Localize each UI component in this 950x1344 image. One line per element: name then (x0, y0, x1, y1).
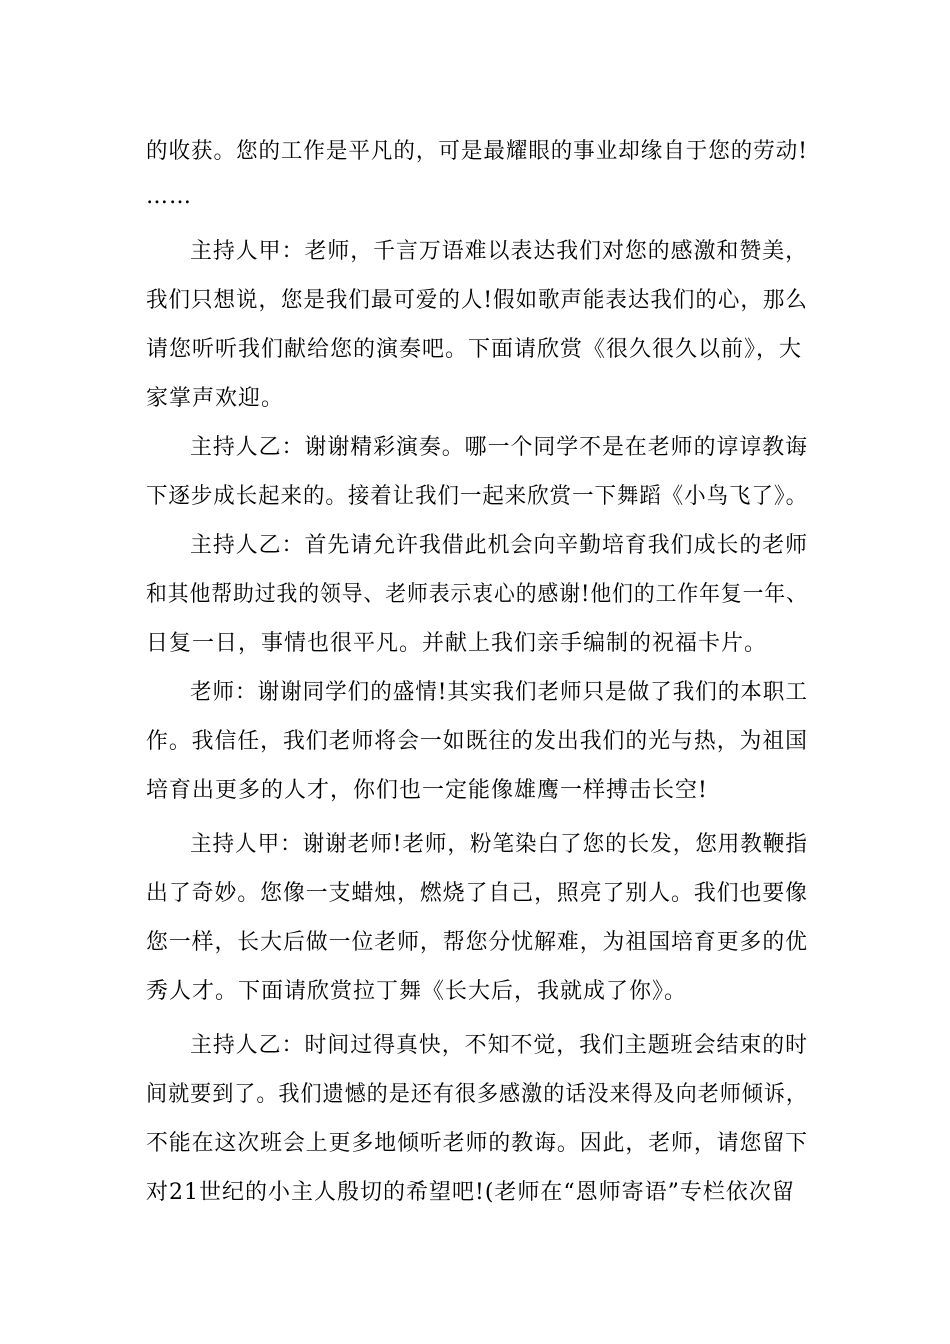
paragraph-start-line: 主持人甲：老师，千言万语难以表达我们对您的感激和赞美， (190, 239, 809, 264)
text-line: 日复一日，事情也很平凡。并献上我们亲手编制的祝福卡片。 (146, 631, 768, 656)
paragraph-start-line: 主持人甲：谢谢老师!老师，粉笔染白了您的长发，您用教鞭指 (190, 832, 808, 857)
ellipsis-line: …… (146, 184, 192, 209)
text-line: 秀人才。下面请欣赏拉丁舞《长大后，我就成了你》。 (146, 979, 688, 1004)
text-line: 作。我信任，我们老师将会一如既往的发出我们的光与热，为祖国 (146, 729, 809, 754)
paragraph-start-line: 主持人乙：时间过得真快，不知不觉，我们主题班会结束的时 (190, 1033, 809, 1058)
text-line: 请您听听我们献给您的演奏吧。下面请欣赏《很久很久以前》，大 (146, 337, 803, 362)
text-line: 下逐步成长起来的。接着让我们一起来欣赏一下舞蹈《小鸟飞了》。 (146, 484, 809, 509)
text-line: 出了奇妙。您像一支蜡烛，燃烧了自己，照亮了别人。我们也要像 (146, 881, 809, 906)
text-line: 您一样，长大后做一位老师，帮您分忧解难，为祖国培育更多的优 (146, 930, 809, 955)
text-line: 间就要到了。我们遗憾的是还有很多感激的话没来得及向老师倾诉， (146, 1082, 809, 1107)
text-line: 的收获。您的工作是平凡的，可是最耀眼的事业却缘自于您的劳动! (146, 139, 808, 164)
text-line: 不能在这次班会上更多地倾听老师的教诲。因此，老师，请您留下 (146, 1131, 809, 1156)
text-line: 培育出更多的人才，你们也一定能像雄鹰一样搏击长空! (146, 778, 708, 803)
text-line: 对21世纪的小主人殷切的希望吧!(老师在“恩师寄语”专栏依次留 (146, 1180, 795, 1205)
text-line: 家掌声欢迎。 (146, 386, 285, 411)
text-line: 和其他帮助过我的领导、老师表示衷心的感谢!他们的工作年复一年、 (146, 582, 808, 607)
paragraph-start-line: 主持人乙：首先请允许我借此机会向辛勤培育我们成长的老师 (190, 533, 809, 558)
text-line: 我们只想说，您是我们最可爱的人!假如歌声能表达我们的心，那么 (146, 288, 808, 313)
paragraph-start-line: 主持人乙：谢谢精彩演奏。哪一个同学不是在老师的谆谆教诲 (190, 435, 809, 460)
paragraph-start-line: 老师：谢谢同学们的盛情!其实我们老师只是做了我们的本职工 (190, 680, 808, 705)
